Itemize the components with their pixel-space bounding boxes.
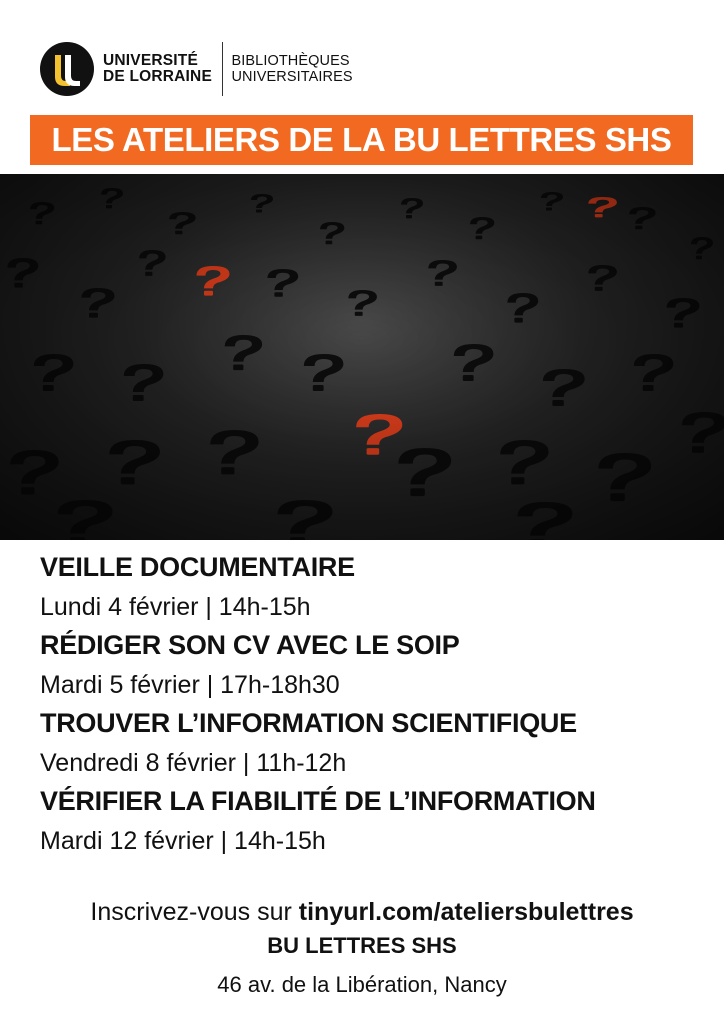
event-item: [40, 786, 700, 856]
event-date: Mardi 12 février | 14h-15h: [40, 827, 326, 855]
event-date: Mardi 5 février | 17h-18h30: [40, 671, 340, 699]
event-date: Vendredi 8 février | 11h-12h: [40, 749, 347, 777]
university-name: [103, 53, 212, 85]
event-item: [40, 552, 700, 622]
event-title: TROUVER L’INFORMATION SCIENTIFIQUE: [40, 708, 577, 738]
university-name-line1: UNIVERSITÉ: [103, 52, 199, 69]
events-list: [40, 552, 700, 864]
library-name: [231, 53, 352, 85]
title-banner: LES ATELIERS DE LA BU LETTRES SHS: [30, 115, 693, 165]
header: [40, 40, 353, 98]
event-title: RÉDIGER SON CV AVEC LE SOIP: [40, 630, 460, 660]
event-title: VÉRIFIER LA FIABILITÉ DE L’INFORMATION: [40, 786, 596, 816]
header-divider: [222, 42, 224, 96]
footer-library-name: BU LETTRES SHS: [267, 933, 457, 958]
registration-line: [0, 897, 724, 927]
question-marks-photo: [0, 174, 724, 540]
event-item: [40, 708, 700, 778]
registration-link[interactable]: tinyurl.com/ateliersbulettres: [298, 898, 634, 926]
library-name-line2: UNIVERSITAIRES: [231, 69, 353, 85]
event-title: VEILLE DOCUMENTAIRE: [40, 552, 355, 582]
library-name-line1: BIBLIOTHÈQUES: [231, 53, 350, 69]
event-date: Lundi 4 février | 14h-15h: [40, 593, 311, 621]
university-logo: [40, 42, 94, 96]
event-item: [40, 630, 700, 700]
footer-address: 46 av. de la Libération, Nancy: [217, 972, 507, 997]
university-name-line2: DE LORRAINE: [103, 68, 212, 85]
registration-prefix: Inscrivez-vous sur: [90, 898, 299, 926]
